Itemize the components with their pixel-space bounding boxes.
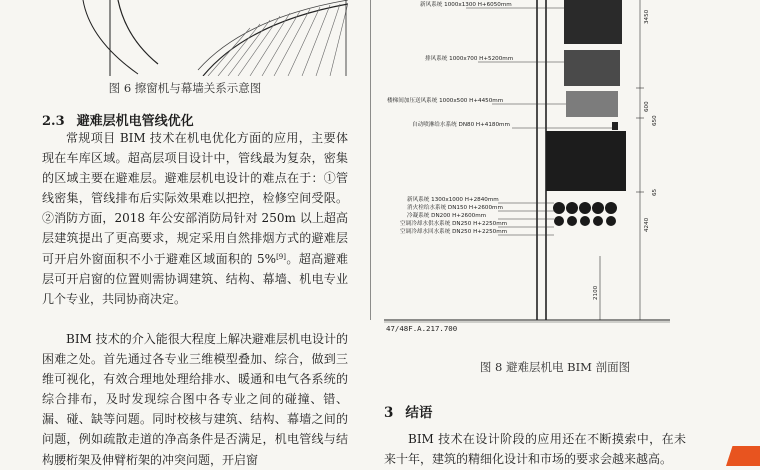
figure-8-section-drawing — [370, 0, 760, 344]
stack-label-3: 冷凝系统 DN200 H+2600mm — [407, 213, 487, 219]
corner-badge — [726, 446, 760, 466]
sprinkler-pipe — [612, 122, 618, 130]
label-fresh-air: 新风系统 1000x1300 H+6050mm — [420, 2, 512, 8]
paragraph-2: BIM 技术的介入能很大程度上解决避难层机电设计的困难之处。首先通过各专业三维模型叠加、综合，做到三维可视化，有效合理地处理给排水、暖通和电气各系统的综合排布，及时发现综合图中各专业之间的碰撞、错、漏、碰、缺等问题。同时校核与建筑、结构、幕墙之间的问题，例如疏散走道的净高条件是否满足，机电管线与结构腰桁架及伸臂桁架的冲突问题，开启窗 — [42, 332, 348, 467]
paragraph-1 — [42, 128, 348, 309]
level-label: 47/48F.A.217.700 — [386, 324, 458, 333]
paragraph-1-end: 。超高避难层可开启窗的位置则需协调建筑、结构、幕墙、机电专业几个专业，共同协商决定。 — [42, 251, 348, 306]
main-duct — [546, 131, 626, 191]
figure-6-drawing — [18, 0, 348, 76]
label-pressurization: 楼梯间加压送风系统 1000x500 H+4450mm — [387, 98, 504, 104]
section-number: 3 — [384, 405, 394, 421]
figure-8-caption: 图 8 避难层机电 BIM 剖面图 — [479, 360, 631, 374]
stack-label-5: 空调冷却水回水系统 DN250 H+2250mm — [400, 229, 508, 235]
dim-65: 65 — [652, 188, 658, 196]
section-title: 结语 — [405, 405, 433, 421]
paragraph-1-text: 常规项目 BIM 技术在机电优化方面的应用，主要体现在车库区域。超高层项目设计中，管线最为复杂，密集的区域主要在避难层。避难层机电设计的难点在于：①管线密集，管线排布后实际效果难以把控，检修空间受限。②消防方面，2018 年公安部消防局针对 250m 以上超高层建筑提出了更高要求，规定采用自然排烟方式的避难层可开启外窗面积不小于避难区域面积的 5% — [42, 131, 348, 266]
section-heading-2-3 — [42, 110, 194, 129]
dim-650: 650 — [652, 115, 658, 126]
dim-2100: 2100 — [593, 285, 599, 300]
pipe-group — [553, 202, 617, 226]
fresh-air-duct — [564, 0, 622, 44]
section-heading-3 — [384, 401, 432, 421]
label-exhaust: 排风系统 1000x700 H+5200mm — [425, 56, 514, 62]
figure-6-caption: 图 6 擦窗机与幕墙关系示意图 — [108, 81, 262, 95]
dim-4240: 4240 — [644, 217, 650, 232]
exhaust-duct — [564, 50, 620, 86]
dim-600: 600 — [644, 101, 650, 112]
stack-label-4: 空调冷却水供水系统 DN250 H+2250mm — [400, 221, 508, 227]
dim-3450: 3450 — [644, 9, 650, 24]
citation-ref: [9] — [276, 252, 286, 261]
label-sprinkler: 自动喷淋给水系统 DN80 H+4180mm — [412, 122, 510, 128]
left-column — [0, 0, 370, 466]
section-title: 避难层机电管线优化 — [76, 114, 194, 129]
stack-label-2: 消火栓给水系统 DN150 H+2600mm — [407, 205, 503, 211]
stack-label-1: 新风系统 1300x1000 H+2840mm — [407, 197, 499, 203]
right-column — [370, 0, 760, 466]
pressurization-duct — [566, 91, 618, 117]
paragraph-3: BIM 技术在设计阶段的应用还在不断摸索中，在未来十年，建筑的精细化设计和市场的要求会越来越高。 — [384, 432, 686, 467]
section-number: 2.3 — [42, 114, 65, 129]
